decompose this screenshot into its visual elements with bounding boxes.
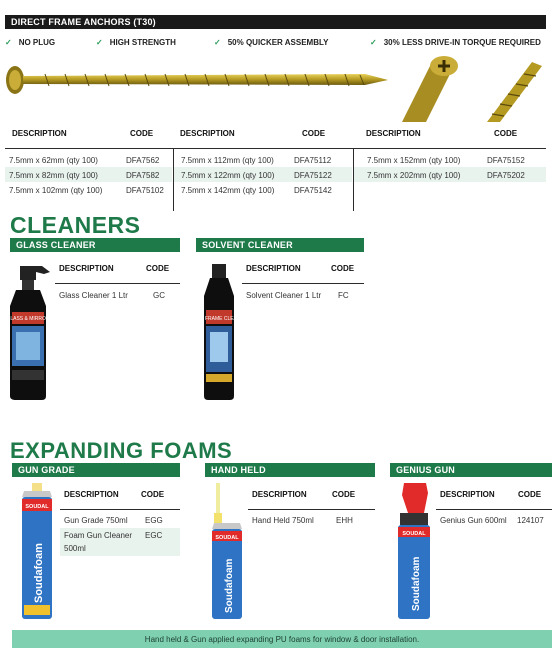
feature-less-torque: ✓ 30% LESS DRIVE-IN TORQUE REQUIRED [370, 38, 541, 47]
anchors-title: DIRECT FRAME ANCHORS (T30) [11, 17, 156, 27]
hand-held-title-bar [205, 463, 375, 477]
hand-held-title: HAND HELD [211, 465, 266, 475]
hand-desc-header: DESCRIPTION [252, 490, 307, 499]
feature-quicker-assembly: ✓ 50% QUICKER ASSEMBLY [214, 38, 329, 47]
table-cell: 7.5mm x 142mm (qty 100) [181, 186, 275, 195]
table-cell: 7.5mm x 102mm (qty 100) [9, 186, 103, 195]
screw-head-closeup-image [392, 52, 552, 122]
solvent-cleaner-title: SOLVENT CLEANER [202, 240, 293, 250]
table-cell: 7.5mm x 202mm (qty 100) [367, 171, 461, 180]
genius-code-header: CODE [518, 490, 542, 499]
foam-gun-cleaner-desc: Foam Gun Cleaner [64, 531, 133, 540]
table-cell: DFA75152 [487, 156, 525, 165]
solvent-cleaner-bottle-label: PVCu FRAME CLEANER [190, 316, 248, 322]
anchors-col1-code-header: CODE [130, 129, 154, 138]
foam-gun-cleaner-code: EGC [145, 531, 163, 540]
anchors-title-bar [5, 15, 546, 29]
table-cell: DFA7582 [126, 171, 160, 180]
anchors-header-divider [5, 148, 546, 149]
anchors-col1-desc-header: DESCRIPTION [12, 129, 67, 138]
solvent-cleaner-bottle-image [190, 262, 248, 402]
table-cell: 7.5mm x 82mm (qty 100) [9, 171, 98, 180]
hand-held-desc: Hand Held 750ml [252, 516, 314, 525]
can-label-text: Soudafoam [411, 556, 422, 611]
glass-cleaner-title-bar [10, 238, 180, 252]
check-icon: ✓ [370, 38, 377, 47]
table-cell: DFA75142 [294, 186, 332, 195]
table-cell: DFA75112 [294, 156, 332, 165]
hand-held-can-image [208, 483, 248, 623]
gun-code-header: CODE [141, 490, 165, 499]
genius-header-divider [436, 509, 552, 510]
gun-grade-code: EGG [145, 516, 163, 525]
footer-note [12, 630, 552, 648]
table-cell: 7.5mm x 152mm (qty 100) [367, 156, 461, 165]
hand-code-header: CODE [332, 490, 356, 499]
gun-desc-header: DESCRIPTION [64, 490, 119, 499]
table-cell: DFA75122 [294, 171, 332, 180]
glass-cleaner-bottle-image [6, 262, 52, 402]
glass-code-header: CODE [146, 264, 170, 273]
anchors-col2-desc-header: DESCRIPTION [180, 129, 235, 138]
check-icon: ✓ [5, 38, 12, 47]
anchors-col3-code-header: CODE [494, 129, 518, 138]
table-cell: DFA75202 [487, 171, 525, 180]
screw-image [5, 62, 390, 98]
solvent-desc-header: DESCRIPTION [246, 264, 301, 273]
glass-desc-header: DESCRIPTION [59, 264, 114, 273]
gun-grade-desc: Gun Grade 750ml [64, 516, 128, 525]
genius-desc-header: DESCRIPTION [440, 490, 495, 499]
feature-no-plug: ✓ NO PLUG [5, 38, 56, 47]
foam-gun-cleaner-desc-2: 500ml [64, 544, 86, 553]
solvent-cleaner-title-bar [196, 238, 364, 252]
footer-text: Hand held & Gun applied expanding PU foams for window & door installation. [144, 634, 420, 644]
solvent-header-divider [242, 283, 364, 284]
feature-high-strength: ✓ HIGH STRENGTH [96, 38, 176, 47]
genius-gun-title-bar [390, 463, 552, 477]
table-cell: 7.5mm x 112mm (qty 100) [181, 156, 274, 165]
can-label-text: Soudafoam [33, 543, 45, 603]
can-brand-text: SOUDAL [215, 535, 239, 541]
can-brand-text: SOUDAL [402, 531, 426, 537]
can-label-text: Soudafoam [224, 558, 235, 613]
gun-grade-title: GUN GRADE [18, 465, 75, 475]
check-icon: ✓ [214, 38, 221, 47]
solvent-cleaner-desc: Solvent Cleaner 1 Ltr [246, 291, 322, 300]
table-cell: DFA75102 [126, 186, 164, 195]
solvent-code-header: CODE [331, 264, 355, 273]
genius-gun-desc: Genius Gun 600ml [440, 516, 507, 525]
table-cell: 7.5mm x 62mm (qty 100) [9, 156, 98, 165]
hand-held-code: EHH [336, 516, 353, 525]
anchors-col3-desc-header: DESCRIPTION [366, 129, 421, 138]
glass-cleaner-desc: Glass Cleaner 1 Ltr [59, 291, 128, 300]
can-brand-text: SOUDAL [25, 504, 49, 510]
genius-gun-code: 124107 [517, 516, 544, 525]
cleaners-section-title: CLEANERS [10, 212, 141, 238]
genius-gun-can-image [394, 483, 434, 623]
gun-header-divider [60, 509, 180, 510]
genius-gun-title: GENIUS GUN [396, 465, 456, 475]
glass-cleaner-bottle-label: GLASS & MIRROR [6, 316, 50, 322]
hand-header-divider [248, 509, 375, 510]
anchors-col2-code-header: CODE [302, 129, 326, 138]
table-cell: DFA7562 [126, 156, 160, 165]
foams-section-title: EXPANDING FOAMS [10, 438, 233, 463]
glass-cleaner-code: GC [153, 291, 165, 300]
glass-cleaner-title: GLASS CLEANER [16, 240, 96, 250]
gun-grade-can-image [18, 483, 58, 623]
glass-header-divider [55, 283, 180, 284]
check-icon: ✓ [96, 38, 103, 47]
table-cell: 7.5mm x 122mm (qty 100) [181, 171, 275, 180]
solvent-cleaner-code: FC [338, 291, 349, 300]
gun-grade-title-bar [12, 463, 180, 477]
